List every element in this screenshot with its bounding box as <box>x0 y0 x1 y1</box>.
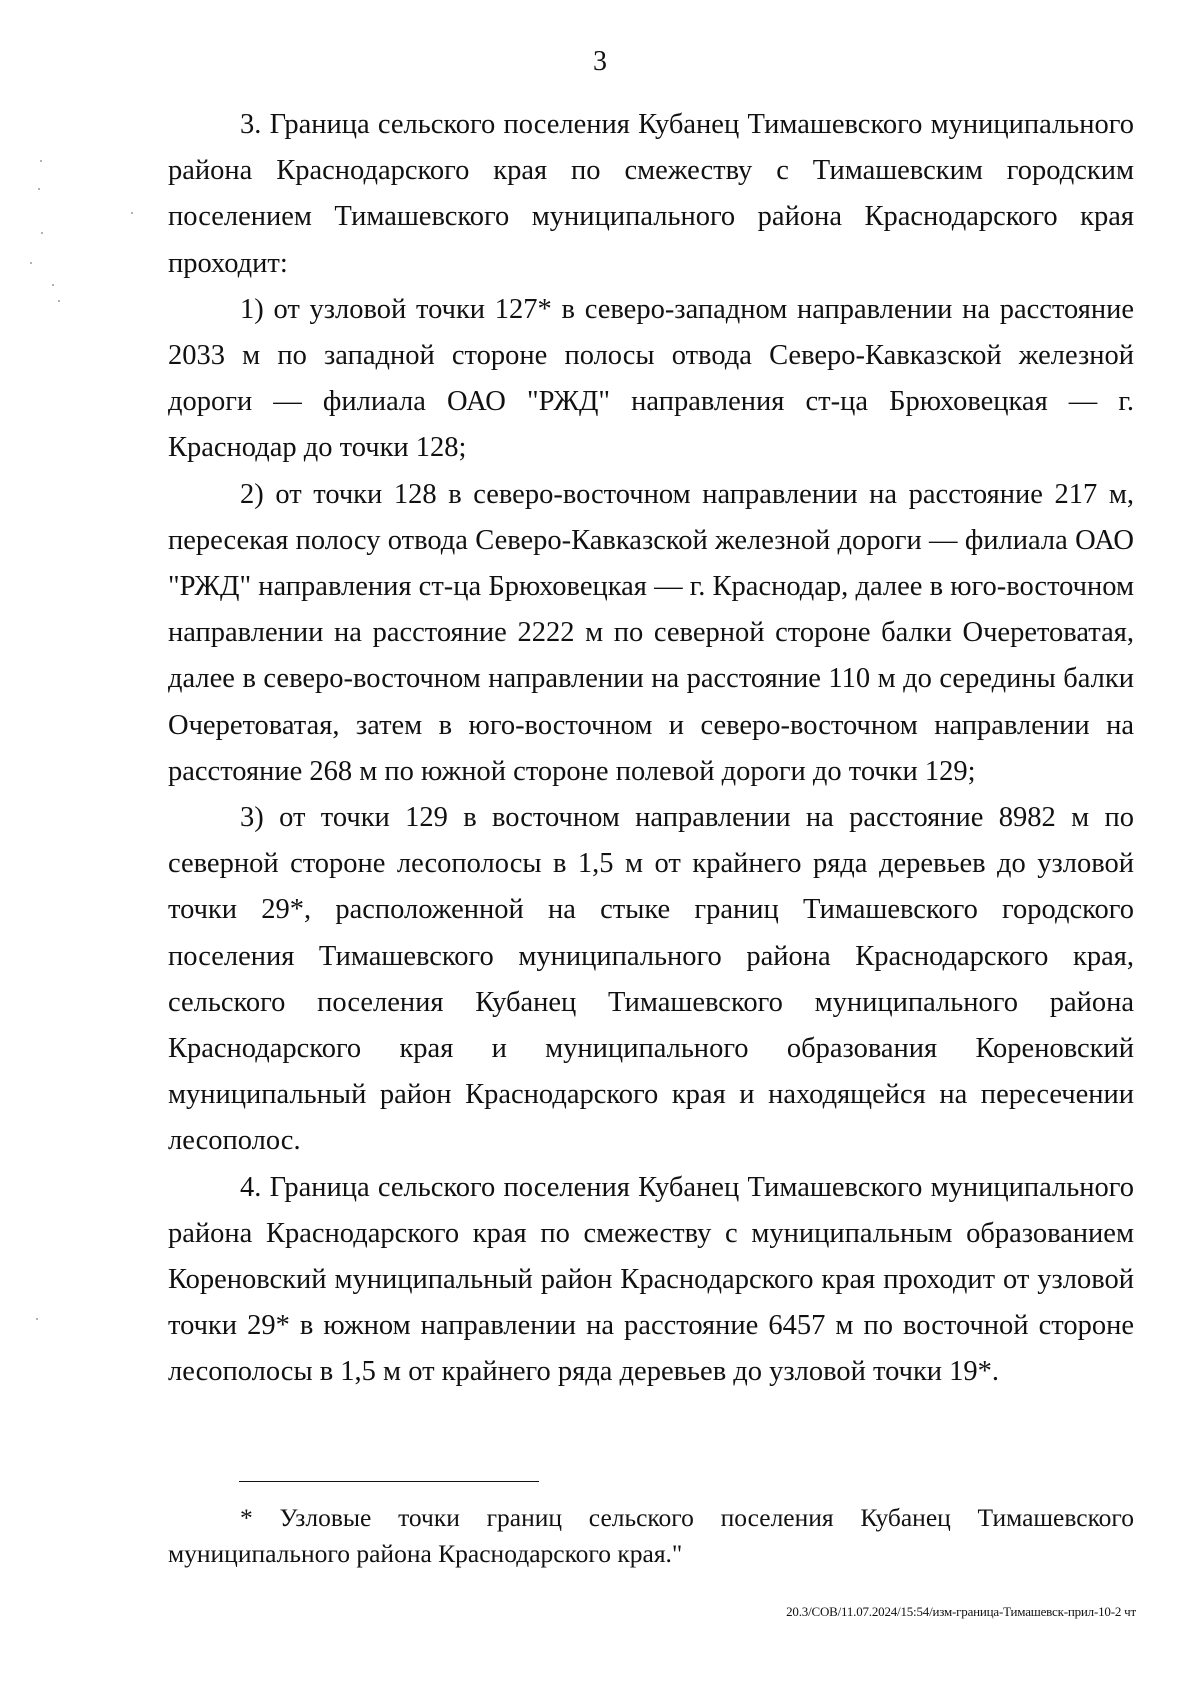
paragraph-section-3: 3. Граница сельского поселения Кубанец Тимашевского муниципального района Краснодарского края по смежеству с Тимашевским городским поселением Тимашевского муниципального района Краснодарского края проходит: <box>168 109 1134 279</box>
scan-speck <box>30 262 32 264</box>
paragraph-section-4: 4. Граница сельского поселения Кубанец Тимашевского муниципального района Краснодарского края по смежеству с муниципальным образованием Кореновский муниципальный район Краснодарского края проходит от узловой точки 29* в южном направлении на расстояние 6457 м по восточной стороне лесополосы в 1,5 м от крайнего ряда деревьев до узловой точки 19*. <box>168 1171 1134 1388</box>
scan-speck <box>38 188 40 190</box>
page-number: 3 <box>593 46 607 77</box>
footnote: * Узловые точки границ сельского поселения Кубанец Тимашевского муниципального района Краснодарского края." <box>168 1503 1134 1568</box>
scan-speck <box>131 212 133 214</box>
scan-speck <box>40 160 42 162</box>
file-path-stamp: 20.3/СОВ/11.07.2024/15:54/изм-граница-Тимашевск-прил-10-2 чт <box>786 1604 1136 1619</box>
scan-speck <box>58 300 60 302</box>
paragraph-item-3: 3) от точки 129 в восточном направлении на расстояние 8982 м по северной стороне лесополосы в 1,5 м от крайнего ряда деревьев до узловой точки 29*, расположенной на стыке границ Тимашевского городского поселения Тимашевского муниципального района Краснодарского края, сельского поселения Кубанец Тимашевского муниципального района Краснодарского края и муниципального образования Кореновский муниципальный район Краснодарского края и находящейся на пересечении лесополос. <box>168 802 1134 1157</box>
scan-speck <box>36 1318 38 1320</box>
scan-speck <box>41 232 43 234</box>
paragraph-item-2: 2) от точки 128 в северо-восточном направлении на расстояние 217 м, пересекая полосу отвода Северо-Кавказской железной дороги — филиала ОАО "РЖД" направления ст-ца Брюховецкая — г. Краснодар, далее в юго-восточном направлении на расстояние 2222 м по северной стороне балки Очеретоватая, далее в северо-восточном направлении на расстояние 110 м до середины балки Очеретоватая, затем в юго-восточном и северо-восточном направлении на расстояние 268 м по южной стороне полевой дороги до точки 129; <box>168 478 1134 787</box>
scan-speck <box>52 284 54 286</box>
footnote-divider <box>239 1481 539 1482</box>
document-body <box>168 102 1134 1396</box>
paragraph-item-1: 1) от узловой точки 127* в северо-западном направлении на расстояние 2033 м по западной стороне полосы отвода Северо-Кавказской железной дороги — филиала ОАО "РЖД" направления ст-ца Брюховецкая — г. Краснодар до точки 128; <box>168 293 1134 464</box>
